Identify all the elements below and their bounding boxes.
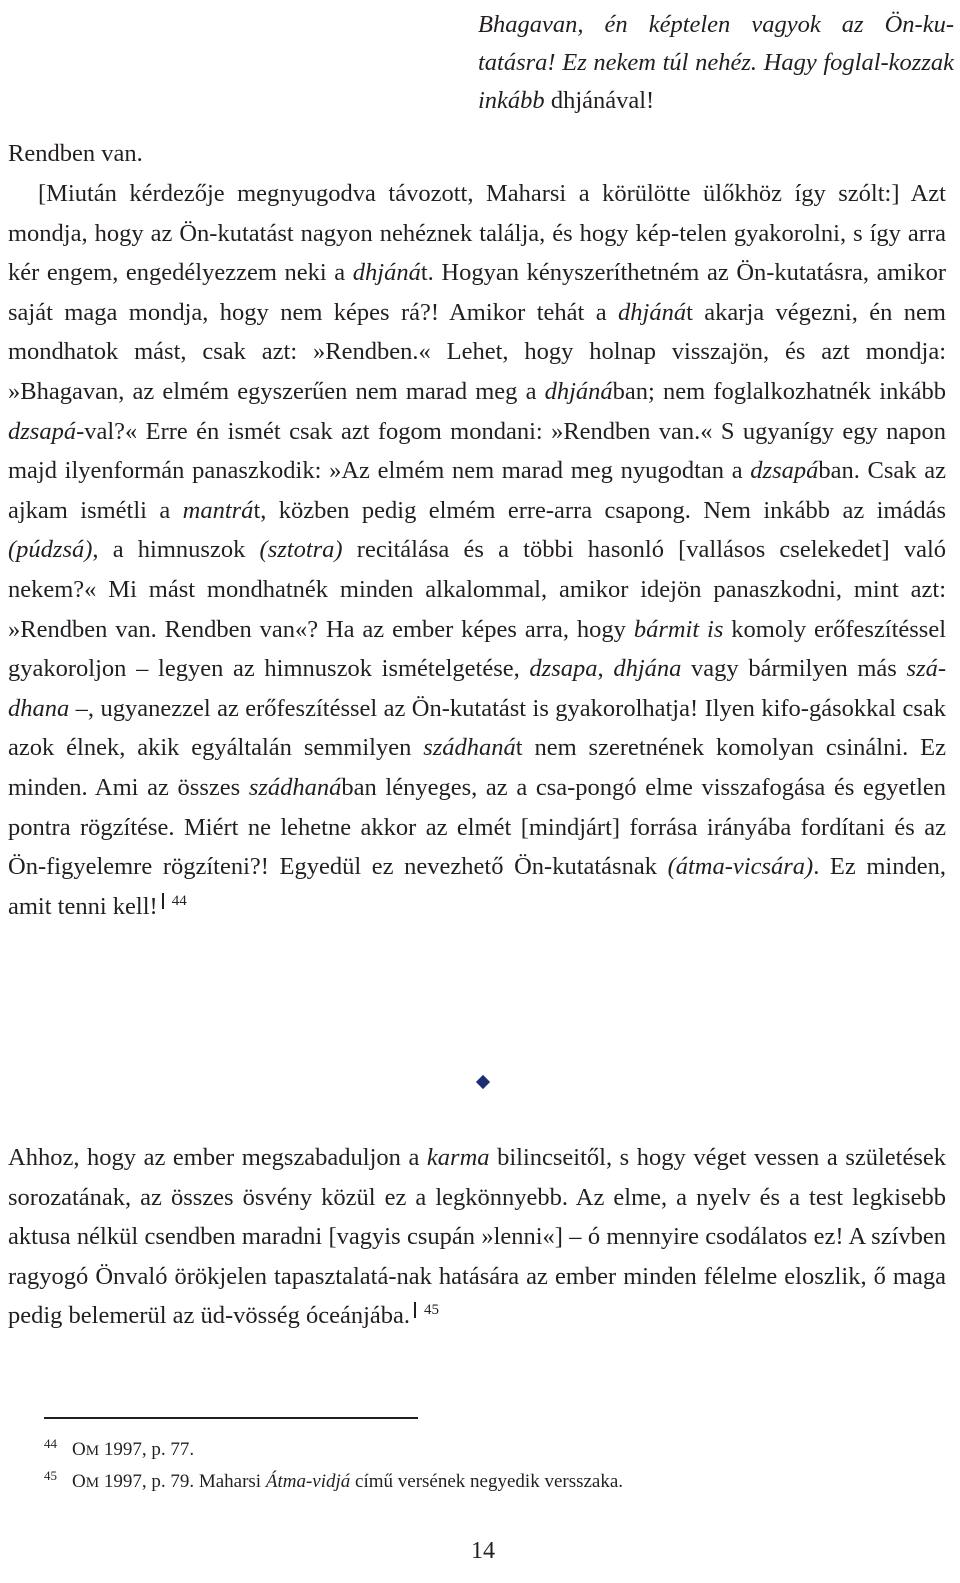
text-run: , <box>597 655 614 683</box>
italic-term: dzsapá <box>750 457 819 485</box>
text-run: ban lényeges, az a csa-pongó elme visszafogása és egyetlen pontra rögzítése. Miért ne lehetne akkor az elmét [mindjárt] forrása irányába fordítani és az Ön-figyelemre rögzíteni?! Egyedül ez nevezhető Ön-kutatásnak <box>8 773 947 881</box>
footnote-italic-title: Átma-vidjá <box>265 1471 351 1492</box>
paragraph-2-text <box>8 1144 946 1329</box>
footnote-44: 44 OM 1997, p. 77. <box>44 1435 195 1460</box>
italic-term: mantrá <box>182 496 254 524</box>
answer-opening: Rendben van. <box>8 140 143 167</box>
text-run: t nem szeretnének komolyan csinálni. Ez minden. Ami az összes <box>8 734 946 801</box>
text-run: –, ugyanezzel az erőfeszítéssel az Ön-kutatást is gyakorolhatja! Ilyen kifo-gásokkal csak azok élnek, akik egyáltalán semmilyen <box>8 694 946 762</box>
text-run: val?« Erre én ismét csak azt fogom mondani: »Rendben van.« S ugyanígy egy napon majd ilyenformán panaszkodik: »Az elmém nem marad meg nyugodtan a <box>8 417 946 485</box>
footnote-text: 1997, p. 77. <box>99 1439 195 1460</box>
paragraph-1-text <box>8 180 946 920</box>
text-run: t akarja végezni, én nem mondhatok mást, csak azt: »Rendben.« Lehet, hogy holnap visszajön, és azt mondja: »Bhagavan, az elmém egyszerűen nem marad meg a <box>8 298 946 405</box>
text-run: . Ez minden, amit tenni kell! <box>8 853 946 920</box>
text-run: [Miután kérdezője megnyugodva távozott, Maharsi a körülötte ülőkhöz így szólt:] Azt mondja, hogy az Ön-kutatást nagyon nehéznek találja, és hogy kép-telen gyakorolni, s így arra kér engem, engedélyezzem neki a <box>8 180 946 287</box>
italic-term: dhjáná <box>544 377 613 405</box>
footnote-text-end: című versének negyedik versszaka. <box>350 1471 624 1492</box>
text-run: vagy bármilyen más <box>681 655 907 683</box>
section-divider-diamond-icon <box>476 1075 490 1089</box>
text-run: Ahhoz, hogy az ember megszabaduljon a <box>8 1144 427 1171</box>
question-upright-word: dhjánával! <box>550 87 655 114</box>
italic-term: dhjáná <box>618 298 687 326</box>
footnote-separator <box>44 1417 418 1419</box>
paragraph-1 <box>8 174 946 926</box>
italic-term: (púdzsá) <box>8 536 93 564</box>
book-page <box>8 0 954 1583</box>
text-run: recitálása és a többi hasonló [vallásos cselekedet] való nekem?« Mi mást mondhatnék minden alkalommal, amikor idejön panaszkodni, mint azt: »Rendben van. Rendben van«? Ha az ember képes arra, hogy <box>8 536 946 643</box>
text-run: , a himnuszok <box>92 536 260 564</box>
question-italic-text: Bhagavan, én képtelen vagyok az Ön-ku-tatásra! Ez nekem túl nehéz. Hagy foglal-kozzak inkább <box>478 11 954 114</box>
italic-term: szádhaná <box>248 773 342 801</box>
italic-term: dzsapá- <box>8 417 85 445</box>
italic-term: dhjáná <box>352 259 421 287</box>
text-run: komoly erőfeszítéssel gyakoroljon – legyen az himnuszok ismételgetése, <box>8 615 947 683</box>
text-run: ban. Csak az ajkam ismétli a <box>8 457 946 524</box>
text-run: ban; nem foglalkozhatnék inkább <box>612 377 946 405</box>
italic-term: (sztotra) <box>259 536 343 564</box>
text-run: bilincseitől, s hogy véget vessen a születések sorozatának, az összes ösvény közül ez a legkönnyebb. Az elme, a nyelv és a test legkisebb aktusa nélkül csendben maradni [vagyis csupán »lenni«] – ó mennyire csodálatos ez! A szívben ragyogó Önvaló örökjelen tapasztalatá-nak hatására az ember minden félelme eloszlik, ő maga pedig belemerül az üd-vösség óceánjába. <box>8 1144 946 1330</box>
italic-term: (átma-vicsára) <box>667 853 814 881</box>
text-run: t, közben pedig elmém erre-arra csapong. Nem inkább az imádás <box>253 496 946 524</box>
italic-term: szá-dhana <box>8 655 947 722</box>
italic-term: bármit is <box>633 615 724 643</box>
page-number: 14 <box>471 1538 495 1564</box>
italic-term: karma <box>426 1144 490 1171</box>
disciple-question <box>478 6 954 120</box>
footnote-source-initial: O <box>72 1471 86 1492</box>
footnote-ref-45[interactable]: 45 <box>414 1302 439 1318</box>
italic-term: dhjána <box>613 655 682 683</box>
italic-term: szádhaná <box>423 734 516 762</box>
footnote-45: 45 OM 1997, p. 79. Maharsi Átma-vidjá című versének negyedik versszaka. <box>44 1467 624 1492</box>
footnote-ref-44[interactable]: 44 <box>162 893 187 909</box>
italic-term: dzsapa <box>529 655 598 683</box>
footnote-source-smallcaps: M <box>85 1443 100 1459</box>
text-run: t. Hogyan kényszeríthetném az Ön-kutatásra, amikor saját maga mondja, hogy nem képes rá?! Amikor tehát a <box>8 259 946 326</box>
footnote-source-smallcaps: M <box>85 1475 100 1491</box>
footnote-text: 1997, p. 79. Maharsi <box>99 1471 266 1492</box>
footnote-source-initial: O <box>72 1439 86 1460</box>
paragraph-2 <box>8 1138 946 1336</box>
